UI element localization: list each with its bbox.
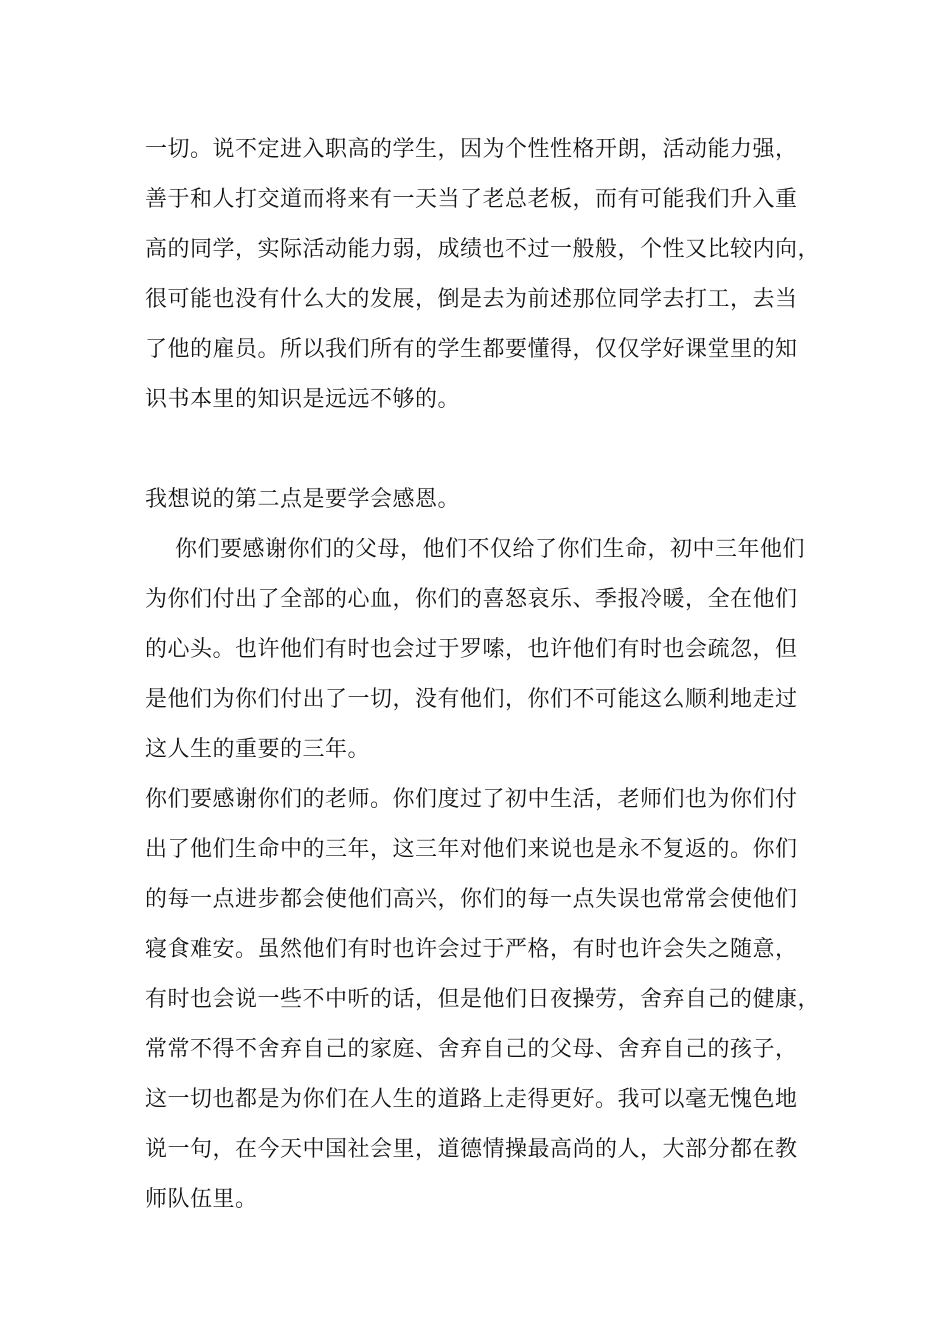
text-line: 了他的雇员。所以我们所有的学生都要懂得，仅仅学好课堂里的知 xyxy=(145,337,798,362)
text-line: 的心头。也许他们有时也会过于罗嗦，也许他们有时也会疏忽，但 xyxy=(145,637,798,662)
text-line: 一切。说不定进入职高的学生，因为个性性格开朗，活动能力强， xyxy=(145,137,798,162)
text-line: 这人生的重要的三年。 xyxy=(145,737,371,762)
text-line: 常常不得不舍弃自己的家庭、舍弃自己的父母、舍弃自己的孩子， xyxy=(145,1037,798,1062)
text-line: 为你们付出了全部的心血，你们的喜怒哀乐、季报冷暖，全在他们 xyxy=(145,587,798,612)
text-line: 你们要感谢你们的老师。你们度过了初中生活，老师们也为你们付 xyxy=(145,787,798,812)
text-line: 是他们为你们付出了一切，没有他们，你们不可能这么顺利地走过 xyxy=(145,687,798,712)
text-line: 你们要感谢你们的父母，他们不仅给了你们生命，初中三年他们 xyxy=(145,537,805,562)
text-line: 寝食难安。虽然他们有时也许会过于严格，有时也许会失之随意， xyxy=(145,937,798,962)
text-line: 这一切也都是为你们在人生的道路上走得更好。我可以毫无愧色地 xyxy=(145,1087,798,1112)
section-heading: 我想说的第二点是要学会感恩。 xyxy=(145,487,461,512)
text-line: 识书本里的知识是远远不够的。 xyxy=(145,387,461,412)
text-line: 师队伍里。 xyxy=(145,1187,258,1212)
text-line: 有时也会说一些不中听的话，但是他们日夜操劳，舍弃自己的健康， xyxy=(145,987,821,1012)
text-line: 的每一点进步都会使他们高兴，你们的每一点失误也常常会使他们 xyxy=(145,887,798,912)
text-line: 很可能也没有什么大的发展，倒是去为前述那位同学去打工，去当 xyxy=(145,287,798,312)
text-line: 高的同学，实际活动能力弱，成绩也不过一般般，个性又比较内向， xyxy=(145,237,821,262)
text-line: 出了他们生命中的三年，这三年对他们来说也是永不复返的。你们 xyxy=(145,837,798,862)
text-line: 善于和人打交道而将来有一天当了老总老板，而有可能我们升入重 xyxy=(145,187,798,212)
text-line: 说一句，在今天中国社会里，道德情操最高尚的人，大部分都在教 xyxy=(145,1137,798,1162)
